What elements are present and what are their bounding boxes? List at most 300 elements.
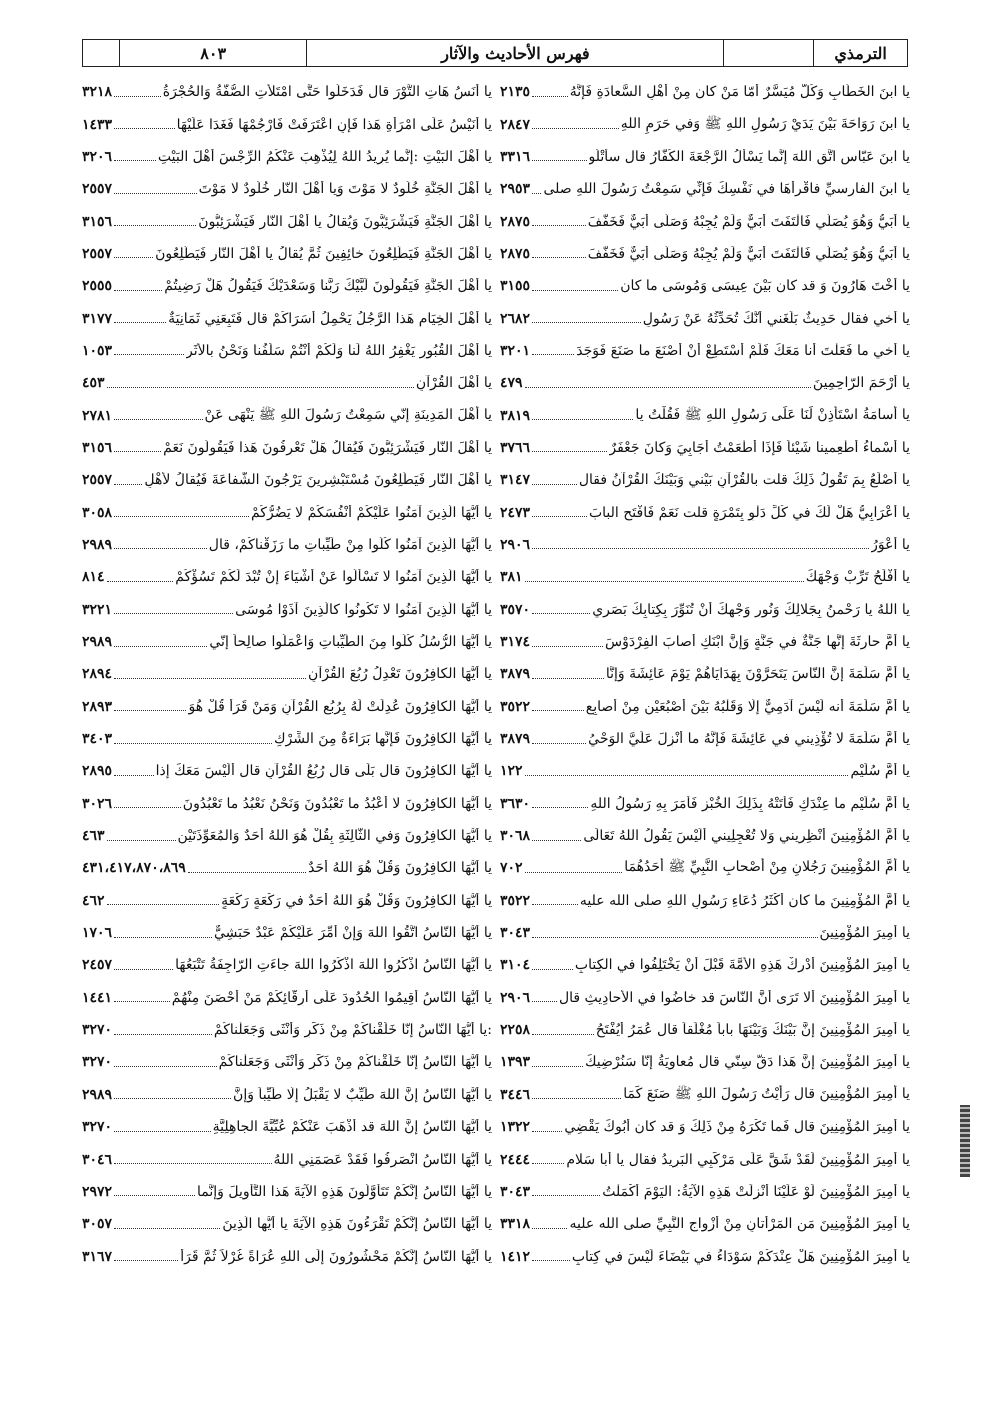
hadith-number: ٤٦٢ xyxy=(82,892,105,909)
index-entry xyxy=(82,1176,492,1208)
header-spacer xyxy=(723,40,813,66)
hadith-number: ٢٧٨١ xyxy=(82,407,113,424)
leader-dots xyxy=(532,1001,557,1002)
index-entry xyxy=(82,755,492,787)
index-entry xyxy=(82,1240,492,1272)
hadith-number: ٣٢٧٠ xyxy=(82,1054,113,1071)
index-entry xyxy=(500,399,910,431)
leader-dots xyxy=(107,904,220,905)
hadith-number: ٣٢٧٠ xyxy=(82,1119,113,1136)
leader-dots xyxy=(532,613,590,614)
index-entry xyxy=(82,1079,492,1111)
leader-dots xyxy=(114,678,306,679)
index-entry xyxy=(500,852,910,884)
hadith-incipit: يا أَيُّهَا الكافِرُونَ وَفي الثّالِثَةِ بِقُلْ هُوَ اللهُ أَحَدٌ وَالمُعَوِّذَتَيْنِ xyxy=(177,828,492,845)
leader-dots xyxy=(114,290,162,291)
hadith-number: ٢٩٧٢ xyxy=(82,1183,113,1200)
leader-dots xyxy=(114,743,272,744)
index-entry xyxy=(500,982,910,1014)
leader-dots xyxy=(532,937,817,938)
leader-dots xyxy=(114,193,197,194)
hadith-number: ٣١٥٦ xyxy=(82,439,113,456)
hadith-number: ٣١٤٧ xyxy=(500,472,531,489)
hadith-number: ٢٥٥٥ xyxy=(82,278,113,295)
leader-dots xyxy=(114,160,156,161)
hadith-incipit: يا أَيُّهَا النّاسُ اذْكُرُوا اللهَ اذْكُرُوا اللهَ جاءَتِ الرّاجِفَةُ تَتْبَعُهَا xyxy=(175,957,492,974)
hadith-incipit: يا أَهْلَ النّارِ فَيَطَّلِعُونَ مُسْتَبْشِرِينَ يَرْجُونَ الشَّفاعَةَ فَيُقالُ لأَهْلِ xyxy=(144,472,492,489)
hadith-incipit: يا أَيُّهَا النّاسُ أَقِيمُوا الحُدُودَ عَلَى أَرِقّائِكُمْ مَنْ أَحْصَنَ مِنْهُمْ xyxy=(171,989,492,1006)
index-entry xyxy=(82,173,492,205)
index-entry xyxy=(500,723,910,755)
index-entry xyxy=(500,949,910,981)
index-entry xyxy=(82,982,492,1014)
index-entry xyxy=(500,1208,910,1240)
hadith-incipit: يا أَيُّهَا الَّذِينَ آمَنُوا لا تَكُونُوا كالَّذِينَ آذَوْا مُوسَى xyxy=(235,601,492,618)
leader-dots xyxy=(532,160,586,161)
hadith-number: ٨١٤ xyxy=(82,569,105,586)
hadith-number: ٣٣١٦ xyxy=(500,148,531,165)
index-entry xyxy=(82,852,492,884)
index-entry xyxy=(500,367,910,399)
hadith-incipit: يا أَهْلَ القُرْآنِ xyxy=(415,375,492,392)
leader-dots xyxy=(114,96,161,97)
hadith-number: ٤٥٣ xyxy=(82,375,105,392)
leader-dots xyxy=(114,1228,220,1229)
index-entry xyxy=(82,335,492,367)
leader-dots xyxy=(114,322,166,323)
index-entry xyxy=(82,141,492,173)
hadith-number: ٣٣١٨ xyxy=(500,1216,531,1233)
hadith-number: ٢٤٥٧ xyxy=(82,957,113,974)
index-entry xyxy=(82,1111,492,1143)
index-entry xyxy=(500,270,910,302)
hadith-number: ٢٥٥٧ xyxy=(82,472,113,489)
hadith-incipit: يا أَيُّهَا الَّذِينَ آمَنُوا عَلَيْكُمْ أَنْفُسَكُمْ لا يَضُرُّكُمْ xyxy=(250,504,492,521)
hadith-number: ٣٠٦٨ xyxy=(500,828,531,845)
hadith-number: ٢٦٨٢ xyxy=(500,310,531,327)
hadith-incipit: يا أَيُّهَا الكافِرُونَ تَعْدِلُ رُبُعَ القُرْآنِ xyxy=(308,666,492,683)
header-spacer xyxy=(83,40,119,66)
hadith-incipit: يا أَمِيرَ المُؤْمِنِينَ xyxy=(819,925,910,942)
leader-dots xyxy=(114,225,196,226)
index-entry xyxy=(82,885,492,917)
hadith-number: ٣١٥٥ xyxy=(500,278,531,295)
index-entry xyxy=(82,1046,492,1078)
leader-dots xyxy=(532,743,586,744)
book-title: الترمذي xyxy=(813,40,907,66)
hadith-number: ٣١٧٤ xyxy=(500,634,531,651)
hadith-number: ٢٩٠٦ xyxy=(500,536,531,553)
leader-dots xyxy=(532,419,633,420)
index-entry xyxy=(500,691,910,723)
hadith-incipit: يا أَيُّهَا الكافِرُونَ وَقُلْ هُوَ اللهُ أَحَدٌ xyxy=(308,860,492,877)
hadith-number: ٢٢٥٨ xyxy=(500,1022,531,1039)
index-entry xyxy=(82,658,492,690)
leader-dots xyxy=(114,451,161,452)
hadith-number: ٣٢٢١ xyxy=(82,601,113,618)
index-entry xyxy=(500,1143,910,1175)
leader-dots xyxy=(114,257,153,258)
hadith-number: ٣٠٤٣ xyxy=(500,925,531,942)
hadith-incipit: يا أَهْلَ القُبُورِ يَغْفِرُ اللهُ لَنا وَلَكُمْ أَنْتُمْ سَلَفُنا وَنَحْنُ بالأَثَرِ xyxy=(186,342,492,359)
hadith-incipit: يا أَمِيرَ المُؤْمِنِينَ لَقَدْ شَقَّ عَلَى مَرْكَبِي البَرِيدُ فقال يا أَبا سَلامٍ xyxy=(566,1151,910,1168)
leader-dots xyxy=(532,1228,567,1229)
hadith-incipit: يا أَهْلَ الجَنَّةِ فَيَقُولُونَ لَبَّيْكَ رَبَّنا وَسَعْدَيْكَ فَيَقُولُ هَلْ رَضِيتُمْ xyxy=(164,278,492,295)
index-entry xyxy=(500,76,910,108)
index-entry xyxy=(500,238,910,270)
leader-dots xyxy=(114,775,154,776)
leader-dots xyxy=(532,96,568,97)
hadith-incipit: يا أَهْلَ الجَنَّةِ فَيَطَّلِعُونَ خائِفِينَ ثُمَّ يُقالُ يا أَهْلَ النّارِ فَيَطَّلِعُونَ xyxy=(155,245,492,262)
leader-dots xyxy=(114,354,184,355)
hadith-incipit: يا أَسْماءُ أَطْعِمينا شَيْئاً فَإِذَا أَطْعَمْتُ أَجَابِيَ وَكانَ جَعْفَرٌ xyxy=(609,439,910,456)
leader-dots xyxy=(532,354,574,355)
index-entry xyxy=(500,173,910,205)
hadith-incipit: يا ابنَ الفارِسيِّ فاقْرأْهَا في نَفْسِكَ فَإِنِّي سَمِعْتُ رَسُولَ اللهِ صلى xyxy=(543,181,910,198)
hadith-incipit: يا ابنَ عَبّاسٍ اتَّقِ اللهَ إنَّما يَسْأَلُ الرَّجْعَةَ الكُفّارُ قال سأتْلُو xyxy=(588,148,910,165)
hadith-incipit: يا أَمِيرَ المُؤْمِنِينَ لَوْ عَلَيْنَا أُنْزِلَتْ هَذِهِ الآيَةُ: اليَوْمَ أَكْمَلْتُ xyxy=(602,1183,910,1200)
index-entry xyxy=(82,399,492,431)
index-entry xyxy=(82,949,492,981)
hadith-incipit: يا أَيُّهَا الَّذِينَ آمَنُوا لا تَسْأَلُوا عَنْ أَشْيَاءَ إنْ تُبْدَ لَكُمْ تَسُؤْكُمْ xyxy=(175,569,492,586)
leader-dots xyxy=(532,1260,570,1261)
index-entry xyxy=(500,1046,910,1078)
hadith-number: ٣٢٠٦ xyxy=(82,148,113,165)
hadith-number: ٤٦٣ xyxy=(82,828,105,845)
index-entry xyxy=(82,1208,492,1240)
hadith-incipit: يا أَيُّهَا الَّذِينَ آمَنُوا كُلُوا مِنْ طَيِّباتِ ما رَزَقْناكُمْ، قال xyxy=(208,536,492,553)
index-entry xyxy=(500,496,910,528)
hadith-number: ٣١٠٤ xyxy=(500,957,531,974)
hadith-incipit: يا أُسامَةُ اسْتَأْذِنْ لَنَا عَلَى رَسُولِ اللهِ ﷺ فَقُلْتُ يا xyxy=(635,406,910,423)
hadith-number: ٧٠٢ xyxy=(500,860,523,877)
hadith-incipit: يا أَيُّهَا الكافِرُونَ فَإِنَّها بَرَاءَةٌ مِنَ الشِّرْكِ xyxy=(273,731,492,748)
leader-dots xyxy=(532,1195,600,1196)
index-entry xyxy=(82,561,492,593)
hadith-incipit: يا أُمَّ حارِثَةَ إِنَّها جَنَّةٌ في جَنَّةٍ وَإِنَّ ابْنَكِ أَصابَ الفِرْدَوْسَ xyxy=(605,634,910,651)
index-entry xyxy=(500,788,910,820)
hadith-incipit: يا أُمَّ سُلَيْمٍ xyxy=(850,763,910,780)
hadith-number: ٣٦٣٠ xyxy=(500,795,531,812)
leader-dots xyxy=(114,969,173,970)
hadith-number: ٢٨٤٧ xyxy=(500,116,531,133)
leader-dots xyxy=(114,128,175,129)
hadith-number: ٣٧٦٦ xyxy=(500,439,531,456)
index-entry xyxy=(82,723,492,755)
hadith-incipit: يا أَيُّهَا النّاسُ إنَّ اللهَ طَيِّبٌ لا يَقْبَلُ إلّا طَيِّباً وَإنَّ xyxy=(233,1086,492,1103)
index-entry xyxy=(500,141,910,173)
leader-dots xyxy=(107,387,414,388)
index-entry xyxy=(82,691,492,723)
leader-dots xyxy=(532,807,588,808)
index-entry xyxy=(82,820,492,852)
leader-dots xyxy=(532,710,584,711)
leader-dots xyxy=(532,548,869,549)
leader-dots xyxy=(532,1131,562,1132)
leader-dots xyxy=(532,678,604,679)
hadith-number: ٣٠٥٧ xyxy=(82,1216,113,1233)
index-entry xyxy=(500,594,910,626)
hadith-number: ١٧٠٦ xyxy=(82,925,113,942)
hadith-number: ١٤٤١ xyxy=(82,989,113,1006)
leader-dots xyxy=(188,872,306,873)
index-entry xyxy=(500,108,910,140)
hadith-number: ٣٥٢٢ xyxy=(500,698,531,715)
hadith-number: ١٣٢٢ xyxy=(500,1119,531,1136)
leader-dots xyxy=(532,1098,621,1099)
leader-dots xyxy=(114,1066,217,1067)
index-entry xyxy=(500,658,910,690)
leader-dots xyxy=(114,1131,211,1132)
hadith-number: ٤٣١،٤١٧،٨٧٠،٨٦٩ xyxy=(82,860,186,877)
hadith-number: ٣٤٠٣ xyxy=(82,731,113,748)
index-entry xyxy=(500,1079,910,1111)
index-entry xyxy=(500,1111,910,1143)
hadith-incipit: يا أَنَسُ هَاتِ التَّوْرَ قال فَدَخَلُوا حَتَّى امْتَلأَتِ الصُّفَّةُ وَالحُجْرَةُ xyxy=(162,84,492,101)
leader-dots xyxy=(532,516,587,517)
hadith-number: ١٢٢ xyxy=(500,763,523,780)
hadith-number: ٣٢١٨ xyxy=(82,84,113,101)
hadith-number: ٢٨٩٥ xyxy=(82,763,113,780)
leader-dots xyxy=(114,1163,271,1164)
hadith-incipit: يا أُمَّ المُؤْمِنِينَ ما كان أَكْثَرُ دُعَاءِ رَسُولِ اللهِ صلى الله عليه xyxy=(579,892,910,909)
hadith-incipit: يا ابنَ الخَطّابِ وَكُلٌّ مُيَسَّرٌ أمّا مَنْ كان مِنْ أَهْلِ السَّعادَةِ فَإِنَّهُ xyxy=(569,84,910,101)
hadith-number: ٣٤٤٦ xyxy=(500,1086,531,1103)
hadith-number: ٣٥٢٢ xyxy=(500,892,531,909)
hadith-incipit: يا أُمَّ سُلَيْمٍ ما عِنْدَكِ فَأَتَتْهُ بِذَلِكَ الخُبْزِ فَأَمَرَ بِهِ رَسُولُ اللهِ xyxy=(590,795,910,812)
index-entry xyxy=(500,302,910,334)
hadith-incipit: يا أَعْرَابِيُّ هَلْ لَكَ في كُلِّ دَلْوٍ بِتَمْرَةٍ قلت نَعَمْ فَافْتَحِ البابَ xyxy=(588,504,910,521)
hadith-number: ٣٨١٩ xyxy=(500,407,531,424)
hadith-incipit: يا أَهْلَ الجَنَّةِ خُلُودٌ لا مَوْتَ وَيا أَهْلَ النّارِ خُلُودٌ لا مَوْتَ xyxy=(198,181,492,198)
hadith-incipit: يا أَيُّهَا الكافِرُونَ لا أَعْبُدُ ما تَعْبُدُونَ وَنَحْنُ نَعْبُدُ ما تَعْبُدُونَ xyxy=(182,795,492,812)
hadith-number: ٢٨٩٣ xyxy=(82,698,113,715)
leader-dots xyxy=(525,775,849,776)
index-entry xyxy=(82,626,492,658)
hadith-number: ١٤١٢ xyxy=(500,1248,531,1265)
hadith-incipit: يا أَهْلَ المَدِينَةِ إنّي سَمِعْتُ رَسُولَ اللهِ ﷺ يَنْهَى عَنْ xyxy=(204,406,492,423)
leader-dots xyxy=(532,1034,594,1035)
hadith-number: ١٣٩٣ xyxy=(500,1054,531,1071)
leader-dots xyxy=(532,128,619,129)
binding-mark xyxy=(960,1105,970,1177)
leader-dots xyxy=(532,322,641,323)
hadith-number: ٢٤٧٣ xyxy=(500,504,531,521)
hadith-incipit: يا أَيُّهَا النّاسُ إنّا خَلَقْناكُمْ مِنْ ذَكَرٍ وَأُنْثَى وَجَعَلْناكُمْ xyxy=(218,1054,492,1071)
index-entry xyxy=(500,626,910,658)
hadith-number: ٢٨٩٤ xyxy=(82,666,113,683)
hadith-incipit: يا أَمِيرَ المُؤْمِنِينَ إنَّ بَيْنَكَ وَبَيْنَهَا باباً مُغْلَقاً قال عُمَرُ أَيُفْتَحُ xyxy=(595,1022,910,1039)
leader-dots xyxy=(532,904,578,905)
hadith-incipit: يا أَيُّهَا الكافِرُونَ وَقُلْ هُوَ اللهُ أَحَدٌ في رَكْعَةٍ رَكْعَةٍ xyxy=(221,892,492,909)
hadith-number: ٢٩٥٣ xyxy=(500,181,531,198)
leader-dots xyxy=(532,840,581,841)
index-entry xyxy=(82,302,492,334)
leader-dots xyxy=(114,548,207,549)
hadith-number: ٣٥٧٠ xyxy=(500,601,531,618)
leader-dots xyxy=(114,613,233,614)
leader-dots xyxy=(532,1066,583,1067)
hadith-incipit: يا أَيُّهَا النّاسُ اتَّقُوا اللهَ وَإِنْ أُمِّرَ عَلَيْكُمْ عَبْدٌ حَبَشِيٌّ xyxy=(213,925,492,942)
hadith-number: ٣٢٠١ xyxy=(500,342,531,359)
hadith-incipit: يا أُمَّ سَلَمَةَ أنه لَيْسَ آدَمِيٌّ إلّا وَقَلْبُهُ بَيْنَ أُصْبُعَيْنِ مِنْ أَصابِعِ xyxy=(585,698,910,715)
hadith-incipit: يا أُمَّ سَلَمَةَ إنَّ النّاسَ يَتَحَرَّوْنَ بِهَدَايَاهُمْ يَوْمَ عَائِشَةَ وَإِنَّا xyxy=(605,666,910,683)
index-entry xyxy=(82,76,492,108)
page-title: فهرس الأحاديث والآثار xyxy=(306,40,723,66)
index-entry xyxy=(82,917,492,949)
hadith-incipit: يا أَمِيرَ المُؤْمِنِينَ قال فَما تَكْرَهُ مِنْ ذَلِكَ وَ قد كان أَبُوكَ يَقْضِي xyxy=(564,1119,910,1136)
leader-dots xyxy=(107,840,176,841)
hadith-number: ٣٠٢٦ xyxy=(82,795,113,812)
hadith-incipit: يا أخي ما فَعَلْتَ أنا مَعَكَ فَلَمْ أَسْتَطِعْ أنْ أَصْنَعَ ما صَنَعَ فَوَجَدَ xyxy=(576,342,910,359)
index-entry xyxy=(82,594,492,626)
index-entry xyxy=(500,432,910,464)
hadith-number: ٣٨٧٩ xyxy=(500,666,531,683)
index-entry xyxy=(82,238,492,270)
hadith-number: ٣٨١ xyxy=(500,569,523,586)
index-entry xyxy=(500,1014,910,1046)
hadith-number: ٣٠٤٦ xyxy=(82,1151,113,1168)
hadith-incipit: يا أَهْلَ الخِيَامِ هَذا الرَّجُلُ يَحْمِلُ أُسَرَاكُمْ قال فَتَبِعَنِي ثَمَانِيَةٌ xyxy=(168,310,492,327)
hadith-incipit: يا أَيُّهَا النّاسُ إنَّكُمْ مَحْشُورُونَ إلَى اللهِ عُرَاةً غُرْلاً ثُمَّ قَرَأَ xyxy=(180,1248,492,1265)
hadith-number: ٣١٦٧ xyxy=(82,1248,113,1265)
hadith-number: ٣٠٥٨ xyxy=(82,504,113,521)
hadith-incipit: يا أُمَّ المُؤْمِنِينَ أَنْظِرِيني وَلا تُعْجِلِيني أَلَيْسَ يَقُولُ اللهُ تَعَالَى xyxy=(583,828,910,845)
index-entry xyxy=(500,917,910,949)
index-entry xyxy=(500,529,910,561)
index-entry xyxy=(500,1176,910,1208)
index-column-left xyxy=(82,76,492,1273)
hadith-number: ١٤٣٣ xyxy=(82,116,113,133)
hadith-incipit: :يا أَيُّهَا النّاسُ إنّا خَلَقْناكُمْ مِنْ ذَكَرٍ وَأُنْثَى وَجَعَلْناكُمْ xyxy=(213,1022,492,1039)
hadith-number: ٢٥٥٧ xyxy=(82,245,113,262)
index-entry xyxy=(82,108,492,140)
hadith-incipit: يا أَصْلَعُ بِمَ تَقُولُ ذَلِكَ قلت بالقُرْآنِ بَيْني وَبَيْنَكَ القُرْآنُ فقال xyxy=(578,472,910,489)
index-entry xyxy=(82,529,492,561)
hadith-incipit: يا أَيُّهَا الكافِرُونَ قال بَلَى قال رُبُعُ القُرْآنِ قال أَلَيْسَ مَعَكَ إذا xyxy=(155,763,492,780)
leader-dots xyxy=(532,193,541,194)
hadith-number: ٤٧٩ xyxy=(500,375,523,392)
index-entry xyxy=(82,432,492,464)
leader-dots xyxy=(532,1163,564,1164)
hadith-number: ٣٠٤٣ xyxy=(500,1183,531,1200)
leader-dots xyxy=(114,484,142,485)
index-entry xyxy=(500,820,910,852)
index-entry xyxy=(82,367,492,399)
hadith-number: ٢٩٨٩ xyxy=(82,536,113,553)
hadith-incipit: يا أَهْلَ الجَنَّةِ فَيَشْرَئِبُّونَ وَيُقالُ يا أَهْلَ النّارِ فَيَشْرَئِبُّونَ xyxy=(198,213,492,230)
leader-dots xyxy=(114,1001,170,1002)
hadith-incipit: يا أَمِيرَ المُؤْمِنِينَ إنَّ هَذا دَقَّ سِنّي قال مُعاوِيَةُ إنّا سَنُرْضِيكَ xyxy=(584,1054,910,1071)
hadith-number: ٣٨٧٩ xyxy=(500,731,531,748)
hadith-incipit: يا أَيُّهَا النّاسُ إنَّ اللهَ قد أَذْهَبَ عَنْكُمْ عُبِّيَّةَ الجاهِلِيَّةِ xyxy=(212,1119,492,1136)
index-entry xyxy=(82,496,492,528)
hadith-incipit: يا اللهُ يا رَحْمنُ بِجَلالِكَ وَنُورِ وَجْهِكَ أَنْ تُنَوِّرَ بِكِتابِكَ بَصَري xyxy=(592,601,910,618)
leader-dots xyxy=(114,1195,195,1196)
hadith-incipit: يا أَفْلَحُ تَرِّبْ وَجْهَكَ xyxy=(805,569,910,586)
page-header xyxy=(82,39,908,67)
hadith-incipit: يا أَعْوَرُ xyxy=(871,536,910,553)
index-entry xyxy=(500,1240,910,1272)
index-entry xyxy=(500,335,910,367)
leader-dots xyxy=(114,1098,231,1099)
leader-dots xyxy=(114,1034,212,1035)
index-entry xyxy=(82,205,492,237)
hadith-number: ٢١٣٥ xyxy=(500,84,531,101)
index-entry xyxy=(82,464,492,496)
leader-dots xyxy=(114,646,207,647)
hadith-number: ٢٥٥٧ xyxy=(82,181,113,198)
leader-dots xyxy=(532,484,577,485)
hadith-number: ٢٨٧٥ xyxy=(500,245,531,262)
leader-dots xyxy=(114,419,202,420)
hadith-number: ٢٨٧٥ xyxy=(500,213,531,230)
hadith-incipit: يا أَمِيرَ المُؤْمِنِينَ قال رَأَيْتُ رَسُولَ اللهِ ﷺ صَنَعَ كَمَا xyxy=(623,1085,910,1102)
hadith-incipit: يا ابنَ رَوَاحَةَ بَيْنَ يَدَيْ رَسُولِ اللهِ ﷺ وَفي حَرَمِ اللهِ xyxy=(620,115,910,132)
hadith-incipit: يا أَيُّهَا النّاسُ انْصَرِفُوا فَقَدْ عَصَمَنِي اللهُ xyxy=(273,1151,492,1168)
hadith-number: ٣٢٧٠ xyxy=(82,1022,113,1039)
hadith-incipit: يا أَهْلَ البَيْتِ :إنَّما يُرِيدُ اللهُ لِيُذْهِبَ عَنْكُمُ الرِّجْسَ أَهْلَ البَيْتِ xyxy=(157,148,492,165)
hadith-incipit: يا أَمِيرَ المُؤْمِنِينَ مَنِ المَرْأَتانِ مِنْ أَزْواجِ النَّبِيِّ صلى الله عليه xyxy=(569,1216,910,1233)
leader-dots xyxy=(114,1260,178,1261)
page-number: ٨٠٣ xyxy=(119,40,307,66)
index-entry xyxy=(500,561,910,593)
leader-dots xyxy=(114,807,181,808)
hadith-incipit: يا أَيُّهَا النّاسُ إنَّكُمْ تَقْرَءُونَ هَذِهِ الآيَةَ يا أَيُّها الَّذِينَ xyxy=(222,1216,492,1233)
leader-dots xyxy=(525,581,804,582)
hadith-number: ١٠٥٣ xyxy=(82,342,113,359)
hadith-number: ٢٩٨٩ xyxy=(82,634,113,651)
hadith-number: ٢٩٠٦ xyxy=(500,989,531,1006)
hadith-number: ٣١٥٦ xyxy=(82,213,113,230)
leader-dots xyxy=(114,937,212,938)
hadith-incipit: يا أُبَيُّ وَهُوَ يُصَلّي فَالْتَفَتَ أُبَيٌّ وَلَمْ يُجِبْهُ وَصَلّى أُبَيٌّ فَخَفَّفَ xyxy=(587,213,910,230)
leader-dots xyxy=(532,451,607,452)
hadith-incipit: يا أخي فقال حَدِيثٌ بَلَغَني أَنَّكَ تُحَدِّثُهُ عَنْ رَسُولِ xyxy=(642,310,910,327)
index-entry xyxy=(500,205,910,237)
index-entry xyxy=(500,464,910,496)
hadith-number: ٢٤٤٤ xyxy=(500,1151,531,1168)
hadith-incipit: يا أُنَيْسُ عَلَى امْرَأَةِ هَذا فَإِنِ اعْتَرَفَتْ فَارْجُمْهَا فَغَدَا عَلَيْهَا xyxy=(176,116,492,133)
hadith-incipit: يا أَمِيرَ المُؤْمِنِينَ أَدْرِكْ هَذِهِ الأُمَّةَ قَبْلَ أَنْ يَخْتَلِفُوا في الكِتابِ xyxy=(574,957,910,974)
hadith-incipit: يا أَهْلَ النّارِ فَيَشْرَئِبُّونَ فَيُقالُ هَلْ تَعْرِفُونَ هَذا فَيَقُولُونَ نَعَمْ xyxy=(163,439,492,456)
index-entry xyxy=(82,788,492,820)
hadith-incipit: يا أُخْتَ هَارُونَ وَ قد كان بَيْنَ عِيسَى وَمُوسَى ما كان xyxy=(620,278,910,295)
leader-dots xyxy=(532,646,603,647)
hadith-incipit: يا أَمِيرَ المُؤْمِنِينَ أَلا تَرَى أَنَّ النّاسَ قد خاضُوا في الأَحادِيثِ قال xyxy=(558,989,910,1006)
leader-dots xyxy=(532,225,586,226)
leader-dots xyxy=(107,581,174,582)
leader-dots xyxy=(532,257,586,258)
hadith-incipit: يا أُبَيُّ وَهُوَ يُصَلّي فَالْتَفَتَ أُبَيٌّ وَلَمْ يُجِبْهُ وَصَلّى أُبَيٌّ فَخَفَّفَ xyxy=(587,245,910,262)
leader-dots xyxy=(114,516,249,517)
index-entry xyxy=(82,1014,492,1046)
hadith-incipit: يا أَيُّهَا النّاسُ إنَّكُمْ تَتَأَوَّلُونَ هَذِهِ الآيَةَ هَذا التَّأْوِيلَ وَإنَّما xyxy=(197,1183,492,1200)
hadith-incipit: يا أَمِيرَ المُؤْمِنِينَ هَلْ عِنْدَكُمْ سَوْدَاءُ في بَيْضَاءَ لَيْسَ في كِتابِ xyxy=(571,1248,910,1265)
leader-dots xyxy=(532,969,573,970)
leader-dots xyxy=(532,290,618,291)
index-entry xyxy=(82,270,492,302)
index-column-right xyxy=(500,76,910,1273)
hadith-incipit: يا أُمَّ المُؤْمِنِينَ رَجُلانِ مِنْ أَصْحابِ النَّبِيِّ ﷺ أَحَدُهُمَا xyxy=(624,859,910,876)
hadith-number: ٣١٧٧ xyxy=(82,310,113,327)
leader-dots xyxy=(525,387,811,388)
hadith-incipit: يا أَيُّهَا الكافِرُونَ عُدِلَتْ لَهُ بِرُبُعِ القُرْآنِ وَمَنْ قَرَأَ قُلْ هُوَ xyxy=(188,698,492,715)
hadith-incipit: يا أَرْحَمَ الرّاحِمِينَ xyxy=(812,375,910,392)
index-entry xyxy=(500,885,910,917)
hadith-number: ٢٩٨٩ xyxy=(82,1086,113,1103)
leader-dots xyxy=(525,872,623,873)
